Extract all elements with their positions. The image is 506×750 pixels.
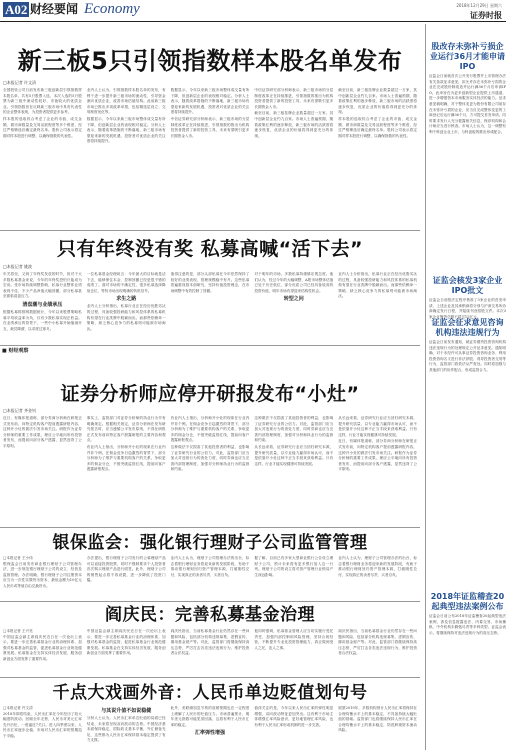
fifth-col-5: 阎庆民指出，当前私募基金行业仍然存在一些问题和风险，包括部分机构违规募集、虚假宣传、挪用基金财产等。对此，监管部门将继续保持高压态势，严厉打击各类违法违规行为，维护投资者合法权益。	[338, 629, 417, 656]
divider-3	[0, 527, 420, 528]
brief-2-headline: 证监会核发3家企业IPO批文	[432, 276, 503, 295]
third-body	[3, 416, 417, 524]
divider-4	[0, 601, 420, 602]
fifth-col-2: 中国证监会副主席阎庆民近日在一次论坛上表示，要进一步完善私募基金行业的治理体系，加强对私募基金的监管，促进私募基金行业规范健康发展。私募基金在支持实体经济发展、服务创新创业方面发挥了重要作用。	[86, 629, 166, 656]
divider-1	[0, 230, 420, 231]
news-brief-column	[425, 24, 506, 750]
lead-headline: 新三板5只引领指数样本股名单发布	[17, 47, 403, 75]
lead-col-3: 数据显示，今年以来新三板市场整体成交量有所下降，但创新层企业的表现相对稳定。分析人士表示，随着改革措施的不断落地，新三板市场有望迎来新的发展机遇，投资者对优质企业的关注度将持续提升。 中信证券研究部分析师表示，新三板市场的分层制度改革正在持续推进，引领指数的推出为机构投资者提供了新的投资工具，未来有望吸引更多长期资金入市。	[170, 88, 250, 138]
section-number: A02	[5, 2, 28, 17]
sixth-col-4: 值得关注的是，今年以来人民币汇率的弹性明显增强，双向波动特征更加突出。这有利于市场主体增强汇率风险意识，更好地管理汇率风险，也有利于人民币汇率形成机制的进一步完善。	[254, 706, 334, 727]
brief-2-text: 证监会日前按法定程序核准了3家企业的首发申请，上述企业及其承销商将分别与沪深交易所协商确定发行日程，并陆续刊登招股文件。本次3家企业筹资总额不超过15亿元。	[429, 298, 506, 319]
second-headline: 只有年终没有奖 私募高喊“活下去”	[56, 238, 364, 260]
brief-3	[429, 316, 506, 576]
third-col-1: 近日，有媒体报道称，部分券商分析师在研报正式发布前，向特定机构客户提前透露研报内容，这种开小灶的做法引发市场关注。研报作为证券分析师的重要工作成果，理应公平地向所有投资者发布，而提前向部分客户透露，显然违背了公平原则。	[3, 416, 82, 448]
fourth-col-4: 据了解，目前已有多家大型商业银行公告设立理财子公司，预计未来将有更多银行加入这一行列。理财子公司的设立将对资产管理行业格局产生深远影响。	[254, 556, 334, 577]
divider-2	[0, 345, 420, 346]
sixth-body	[3, 706, 417, 750]
masthead	[0, 0, 506, 22]
lead-col-4: 中信证券研究部分析师表示，新三板市场的分层制度改革正在持续推进，引领指数的推出为机构投资者提供了新的投资工具，未来有望吸引更多长期资金入市。 截至目前，新三板挂牌企业数量超过一万家，其中创新层企业约九百家。市场人士普遍预期，随着政策红利的逐步释放，新三板市场的活跃度将逐步恢复，优质企业的价值将得到更充分的体现。	[254, 88, 334, 138]
sixth-headline: 千点大戏画外音：人民币单边贬值划句号	[52, 683, 368, 703]
sixth-col-5: 展望2019年，多数机构预计人民币汇率将保持在合理均衡水平上的基本稳定，不具备持续大幅贬值的基础。监管部门也将继续保持人民币汇率在合理均衡水平上的基本稳定，防范跨境资本流动风险。	[338, 706, 417, 733]
brief-4-text: 证监会日前公布2018年证监稽查20起典型违法案例，涉及信息披露违法、内幕交易、市场操纵、中介机构未勤勉尽责等多种类型。证监会表示，将继续保持对违法违规行为的高压态势。	[429, 614, 506, 635]
third-headline: 证券分析师应停开研报发布“小灶”	[60, 383, 360, 405]
fourth-col-1: □本报记者 王小伟 银保监会日前发布商业银行理财子公司管理办法，进一步规范银行理财子公司的设立、经营及监督管理。办法明确，银行理财子公司注册资本应当为一次性实缴货币资本，最低金额为10亿元人民币或等值自由兑换货币。	[3, 556, 82, 588]
second-byline: □本报记者 姚波	[3, 264, 33, 269]
section-title-cn: 财经要闻	[30, 2, 79, 16]
second-col-4: 对于明年的市场，多数私募持谨慎乐观态度。他们认为，经过今年的大幅调整，A股市场整体估值已处于历史低位，部分优质公司已经具备较高的投资价值，明年市场有望迎来结构性机会。 转型之问	[254, 272, 334, 303]
fifth-col-1: □本报记者 王兴亮 中国证监会副主席阎庆民近日在一次论坛上表示，要进一步完善私募基金行业的治理体系，加强对私募基金的监管，促进私募基金行业规范健康发展。私募基金在支持实体经济发展、服务创新创业方面发挥了重要作用。	[3, 629, 82, 661]
third-col-3: 有业内人士指出，分析师开小灶的现象在行业内并非个例。在佣金竞争日趋激烈的背景下，部分分析师为了维护与重要机构客户的关系，争取更多的佣金分仓，不惜突破监管红线，提前向客户透露研报观点。 这种做法不仅损害了其他投资者的利益，也影响了证券研究行业的公信力。对此，监管部门应当加大对违规行为的查处力度，同时券商也应当完善内部管理制度，加强对分析师执业行为的监督和约束。	[170, 416, 250, 472]
main-column	[0, 24, 420, 750]
brief-4	[429, 590, 506, 750]
brief-3-text: 证监会日前发布通知，就证券期货投资咨询机构违法违规行为的处理规定公开征求意见。通知明确，对于未经许可从事证券投资咨询业务、利用投资咨询名义进行非法荐股、诱导投资者交易等行为，监管部门将依法从严查处。同时将加强与其他部门的协作配合，形成监管合力。	[429, 340, 506, 372]
lead-col-1: 全国股转公司日前发布新三板创新层引领指数样本股名单，共有5只股票入选，本次入选的5只股票为新三板中流动性较好、市值较大的优质企业。引领指数旨在反映新三板市场中具有代表性的企业整体表现，为投资者提供更多参考。 样本股的选取综合考虑了企业的市值、成交金额、做市商数量及交易活跃程度等多个维度，经过严格筛选后确定最终名单。股转公司表示将定期对样本股进行调整，以确保指数的代表性。	[3, 88, 82, 138]
fifth-col-3: 阎庆民指出，当前私募基金行业仍然存在一些问题和风险，包括部分机构违规募集、虚假宣传、挪用基金财产等。对此，监管部门将继续保持高压态势，严厉打击各类违法违规行为，维护投资者合法权益。	[170, 629, 250, 656]
third-col-2: 事实上，监管部门对证券分析师的执业行为早有明确规定。根据相关规定，证券分析师在发布研究报告时，应当遵循公平发布原则，不得在研报正式发布前向特定客户泄露研报的主要内容和观点。 有业内人士指出，分析师开小灶的现象在行业内并非个例。在佣金竞争日趋激烈的背景下，部分分析师为了维护与重要机构客户的关系，争取更多的佣金分仓，不惜突破监管红线，提前向客户透露研报观点。	[86, 416, 166, 472]
second-body	[3, 272, 417, 342]
lead-col-5: 截至目前，新三板挂牌企业数量超过一万家，其中创新层企业约九百家。市场人士普遍预期，随着政策红利的逐步释放，新三板市场的活跃度将逐步恢复，优质企业的价值将得到更充分的体现。 样本股的选取综合考虑了企业的市值、成交金额、做市商数量及交易活跃程度等多个维度，经过严格筛选后确定最终名单。股转公司表示将定期对样本股进行调整，以确保指数的代表性。	[338, 88, 417, 138]
sixth-col-2: 与其说升值不如说稳健 分析人士认为，人民币汇率单边贬值的局面已经结束，未来将呈现双向波动的态势。中国经济基本面保持稳定，国际收支基本平衡，外汇储备充足，这些都为人民币汇率保持基本稳定提供了有力支撑。	[86, 708, 166, 743]
divider-5	[0, 677, 420, 678]
third-col-5: 从长远来看，证券研究行业应当回归研究本源，提升研究质量，以专业能力赢得市场认可，而不是依靠开小灶这种不正当手段来获取利益。只有这样，行业才能实现健康可持续发展。 近日，有媒体报道称，部分券商分析师在研报正式发布前，向特定机构客户提前透露研报内容，这种开小灶的做法引发市场关注。研报作为证券分析师的重要工作成果，理应公平地向所有投资者发布，而提前向部分客户透露，显然违背了公平原则。	[338, 416, 417, 472]
fifth-col-4: 他同时强调，私募基金管理人应当切实履行受托责任，加强内部控制和风险管理，坚持合规经营，不断提升专业化投资管理能力，真正做到受人之托、忠人之事。	[254, 629, 334, 650]
second-col-3: 值得注意的是，部分头部私募在今年依然保持了较好的业绩表现，管理规模稳中有升。这些私募普遍重视基本面研究，坚持价值投资理念，在市场调整中有效控制了回撤。	[170, 272, 250, 293]
paper-logo: 证券时报	[470, 10, 502, 20]
brief-1-text: 证监会日前就首次公开发行股票并上市管理办法有关条款征求意见，拟允许存在未弥补亏损的企业在完成股份制改造并运行满36个月后申请IPO。此举旨在为更多创新型企业提供上市通道，进一步增强资本市场服务实体经济的能力。征求意见稿明确，对于整体变更为股份有限公司前存在未弥补亏损的企业，应当自完成整体变更的工商登记后运行满36个月，方可提交首发申请。同时要求发行人充分披露相关信息，保荐机构和会计师应当进行核查。市场人士认为，这一调整有利于科创企业上市，与科创板的推出形成配合。	[429, 74, 506, 134]
fourth-body	[3, 556, 417, 600]
lead-byline: □本报记者 许文清	[3, 80, 37, 85]
third-byline: □本报记者 齐金钊	[3, 408, 37, 413]
section-title-en: Economy	[84, 1, 140, 17]
fourth-col-3: 业内人士认为，理财子公司管理办法的出台，标志着银行理财业务将迎来新的发展阶段，有助于推动银行理财回归资产管理本源，打破刚性兑付，实现真正的卖者尽责、买者自负。	[170, 556, 250, 577]
second-col-2: 一位私募基金经理坦言：今年最大的目标就是活下去，能够保住本金、控制回撤已经是很不错的成绩了。面对市场的不确定性，很多私募选择降低仓位，等待市场出现明确的转机信号。 求生之路 业内人士分析指出，私募行业正在经历优胜劣汰的过程，具备较强投研能力和风控体系的私募机构有望在行业洗牌中脱颖而出。而那些依赖单一策略、缺乏核心竞争力的私募则可能被市场淘汰。	[86, 272, 166, 331]
brief-4-headline: 2018年证监稽查20起典型违法案例公布	[430, 592, 505, 611]
second-col-1: 年关将至，又到了年终奖发放的时节，但对于大多数私募基金来说，今年的年终奖恐怕只能成为空谈。受市场持续调整影响，私募行业整体业绩表现不佳，不少产品净值大幅回撤，部分私募甚至面临清盘压力。 清盘潮与业绩承压 根据私募排排网数据统计，今年以来股票策略私募平均收益率为负，仅有少数私募实现正收益。在业绩承压的背景下，一些中小私募开始缩减开支，裁员降薪，以求度过寒冬。	[3, 272, 82, 331]
fifth-headline: 阎庆民：完善私募基金治理	[105, 605, 315, 625]
third-col-4: 这种做法不仅损害了其他投资者的利益，也影响了证券研究行业的公信力。对此，监管部门应当加大对违规行为的查处力度，同时券商也应当完善内部管理制度，加强对分析师执业行为的监督和约束。 从长远来看，证券研究行业应当回归研究本源，提升研究质量，以专业能力赢得市场认可，而不是依靠开小灶这种不正当手段来获取利益。只有这样，行业才能实现健康可持续发展。	[254, 416, 334, 466]
sixth-col-3: 此外，美联储加息节奏的放缓预期也在一定程度上缓解了人民币的贬值压力。市场普遍预计，明年美元指数可能见顶回落，这将有利于人民币汇率的稳定。 汇率弹性增强	[170, 706, 250, 737]
lead-body	[3, 88, 417, 226]
fourth-col-5: 业内人士认为，理财子公司管理办法的出台，标志着银行理财业务将迎来新的发展阶段，有助于推动银行理财回归资产管理本源，打破刚性兑付，实现真正的卖者尽责、买者自负。	[338, 556, 417, 577]
brief-3-headline: 证监会征求意见咨询机构违法违规行为	[431, 318, 504, 337]
section-tag: ■ 财经观察	[2, 348, 29, 354]
second-col-5: 业内人士分析指出，私募行业正在经历优胜劣汰的过程，具备较强投研能力和风控体系的私募机构有望在行业洗牌中脱颖而出。而那些依赖单一策略、缺乏核心竞争力的私募则可能被市场淘汰。	[338, 272, 417, 299]
sixth-col-1: □本报记者 许文清 2018年即将结束，人民币汇率在今年经历了较大幅度的波动。回顾全年走势，人民币对美元汇率先升后贬，一度逼近7关口。进入四季度以来，人民币汇率逐步企稳，市场对人民币汇率的预期趋于平稳。	[3, 706, 82, 738]
issue-info: 2018年12月29日 星期六	[456, 3, 502, 8]
lead-col-2: 业内人士认为，引领指数样本股名单的发布，有利于进一步提升新三板市场的流动性，引导资金流向优质企业，改善市场估值结构。此前新三板市场已推出多项改革举措，包括精选层设立、交易制度优化等。 数据显示，今年以来新三板市场整体成交量有所下降，但创新层企业的表现相对稳定。分析人士表示，随着改革措施的不断落地，新三板市场有望迎来新的发展机遇，投资者对优质企业的关注度将持续提升。	[86, 88, 166, 144]
fourth-col-2: 办法提出，银行理财子公司发行的公募理财产品可以直接投资股票，同时不强制要求个人投资者首次购买理财产品进行面签。此外，理财子公司的销售起点将不再设置，进一步降低了投资门槛。	[86, 556, 166, 583]
fifth-body	[3, 629, 417, 675]
brief-1-headline: 股改存未弥补亏损企业运行36月才能申请IPO	[429, 42, 506, 71]
brief-1	[429, 40, 506, 270]
fourth-headline: 银保监会：强化银行理财子公司监管管理	[52, 533, 368, 553]
